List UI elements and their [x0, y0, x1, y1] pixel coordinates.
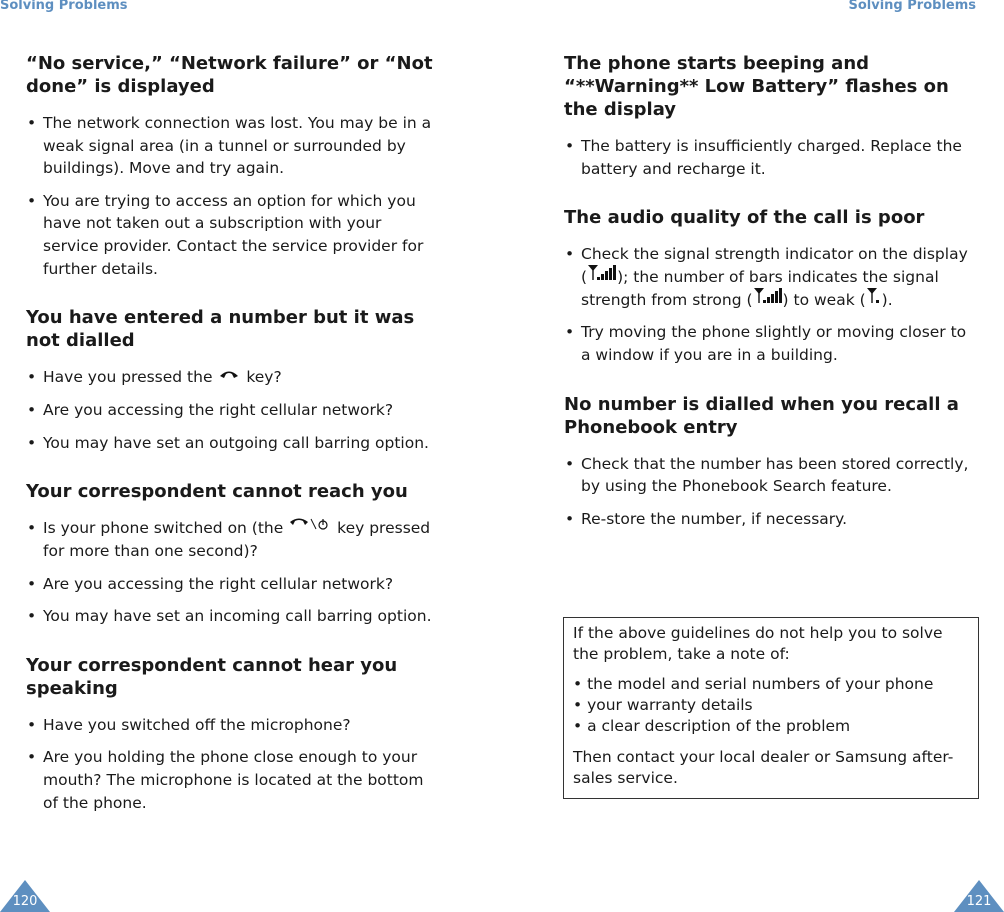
section-phonebook-recall: [564, 393, 978, 531]
right-column: [564, 52, 978, 556]
bullet-item: • You may have set an incoming call barring option.: [27, 607, 432, 626]
section-low-battery: [564, 52, 978, 180]
bullet-item: • Have you switched off the microphone?: [27, 715, 351, 734]
help-note-box: [563, 617, 979, 799]
bullet-item: • You are trying to access an option for which you have not taken out a subscription with your service provider. Contact the service provider for further details.: [27, 191, 424, 278]
section-heading: No number is dialled when you recall a Phonebook entry: [564, 393, 959, 438]
signal-weak-icon: [866, 287, 882, 310]
page-number-left: [0, 880, 50, 912]
section-not-dialled: [26, 306, 440, 454]
note-item: • the model and serial numbers of your phone: [573, 675, 934, 693]
bullet-item: • The network connection was lost. You may be in a weak signal area (in a tunnel or surrounded by buildings). Move and try again.: [27, 114, 432, 178]
bullet-item: • Re-store the number, if necessary.: [565, 509, 848, 528]
bullet-item: • You may have set an outgoing call barring option.: [27, 433, 429, 452]
bullet-item: • The battery is insufficiently charged. Replace the battery and recharge it.: [565, 137, 962, 178]
signal-strength-icon: [587, 264, 617, 287]
running-header-right: Solving Problems: [848, 0, 976, 13]
section-audio-quality: [564, 206, 978, 366]
section-heading: The audio quality of the call is poor: [564, 207, 925, 229]
note-lead: If the above guidelines do not help you to solve the problem, take a note of:: [573, 624, 943, 663]
signal-strength-icon: [753, 287, 783, 310]
section-heading: “No service,” “Network failure” or “Not done” is displayed: [26, 53, 433, 97]
bullet-item: • Check the signal strength indicator on the display ( ); the number of bars indicates the signal strength from strong ( ) to weak ( ).: [565, 245, 968, 309]
note-list: [573, 674, 969, 737]
note-item: • a clear description of the problem: [573, 717, 851, 735]
phone-send-key-icon: [217, 364, 241, 387]
section-heading: The phone starts beeping and “**Warning** Low Battery” flashes on the display: [564, 53, 949, 120]
left-column: [26, 52, 440, 840]
page-number-text: 120: [12, 894, 38, 909]
page-number-right: [954, 880, 1004, 912]
section-no-service: [26, 52, 440, 280]
bullet-item: • Are you accessing the right cellular network?: [27, 574, 394, 593]
running-header-left: Solving Problems: [0, 0, 128, 13]
phone-end-power-key-icon: [288, 515, 332, 538]
bullet-item: • Have you pressed the key?: [26, 366, 440, 389]
section-heading: You have entered a number but it was not dialled: [26, 307, 415, 352]
section-cannot-hear: [26, 654, 440, 814]
section-heading: Your correspondent cannot reach you: [26, 481, 408, 503]
bullet-item: • Are you holding the phone close enough to your mouth? The microphone is located at the bottom of the phone.: [27, 748, 424, 812]
bullet-item: • Check that the number has been stored correctly, by using the Phonebook Search feature.: [565, 454, 969, 496]
bullet-item: • Is your phone switched on (the key pressed for more than one second)?: [26, 517, 440, 562]
bullet-item: • Are you accessing the right cellular network?: [27, 400, 394, 419]
page-number-text: 121: [966, 894, 992, 909]
note-item: • your warranty details: [573, 696, 753, 714]
bullet-item: • Try moving the phone slightly or moving closer to a window if you are in a building.: [565, 323, 967, 364]
section-cannot-reach: [26, 480, 440, 628]
note-tail: Then contact your local dealer or Samsung after-sales service.: [573, 748, 954, 787]
section-heading: Your correspondent cannot hear you speaking: [26, 654, 398, 699]
